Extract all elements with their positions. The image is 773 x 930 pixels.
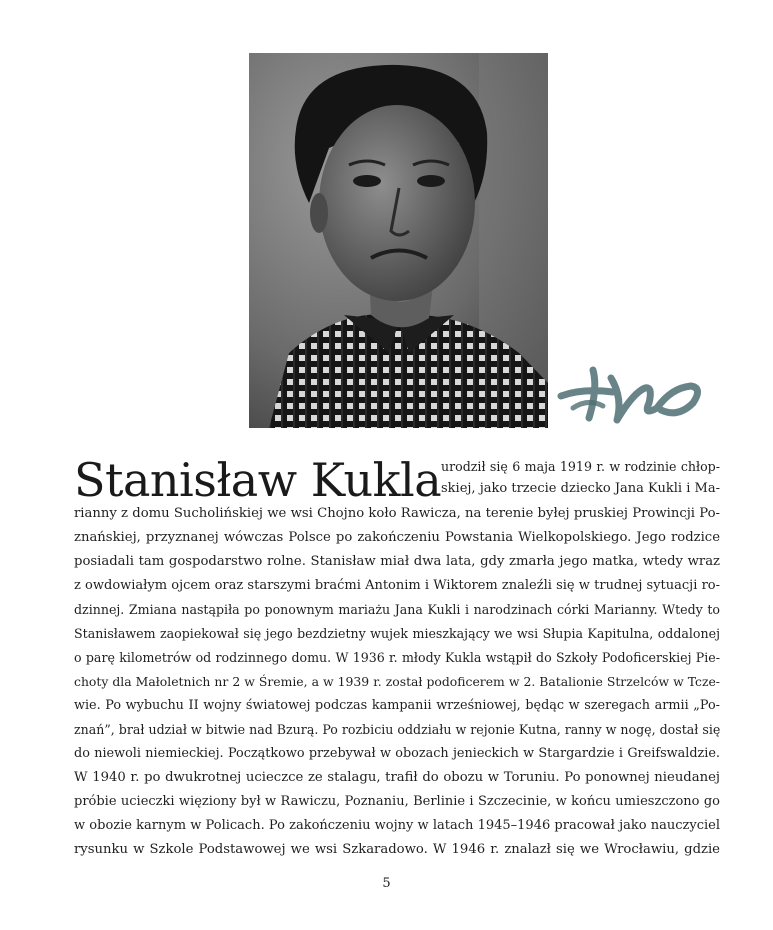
page-number: 5 [382, 876, 391, 891]
portrait-photo [249, 53, 548, 428]
body-line: próbie ucieczki więziony był w Rawiczu, Poznaniu, Berlinie i Szczecinie, w końcu umieszczono go [74, 794, 720, 809]
body-line: znań”, brał udział w bitwie nad Bzurą. Po rozbiciu oddziału w rejonie Kutna, ranny w nogę, dostał się [74, 722, 720, 737]
portrait-image [249, 53, 548, 428]
body-line: znańskiej, przyznanej wówczas Polsce po zakończeniu Powstania Wielkopolskiego. Jego rodzice [74, 530, 720, 545]
body-line: z owdowiałym ojcem oraz starszymi braćmi Antonim i Wiktorem znaleźli się w trudnej sytuacji ro- [74, 578, 720, 593]
body-line: urodził się 6 maja 1919 r. w rodzinie chłop- [441, 459, 720, 474]
body-line: do niewoli niemieckiej. Początkowo przebywał w obozach jenieckich w Stargardzie i Greifswaldzie. [74, 746, 720, 761]
body-line: choty dla Małoletnich nr 2 w Śremie, a w 1939 r. został podoficerem w 2. Batalionie Strzelców w Tcze- [74, 674, 720, 689]
signature [553, 358, 713, 428]
body-line: rianny z domu Sucholińskiej we wsi Chojno koło Rawicza, na terenie byłej pruskiej Prowincji Po- [74, 506, 720, 521]
body-line: wie. Po wybuchu II wojny światowej podczas kampanii wrześniowej, będąc w szeregach armii „Po- [74, 698, 720, 713]
body-line: posiadali tam gospodarstwo rolne. Stanisław miał dwa lata, gdy zmarła jego matka, wtedy wraz [74, 554, 720, 569]
body-line: o parę kilometrów od rodzinnego domu. W 1936 r. młody Kukla wstąpił do Szkoły Podoficerskiej Pie- [74, 650, 720, 665]
body-line: w obozie karnym w Policach. Po zakończeniu wojny w latach 1945–1946 pracował jako nauczyciel [74, 818, 720, 833]
body-line: Stanisławem zaopiekował się jego bezdzietny wujek mieszkający we wsi Słupia Kapitulna, oddalonej [74, 626, 720, 641]
body-line: W 1940 r. po dwukrotnej ucieczce ze stalagu, trafił do obozu w Toruniu. Po ponownej nieudanej [74, 770, 720, 785]
body-line: skiej, jako trzecie dziecko Jana Kukli i Ma- [441, 481, 720, 496]
body-line: dzinnej. Zmiana nastąpiła po ponownym mariażu Jana Kukli i narodzinach córki Marianny. Wtedy to [74, 602, 720, 617]
signature-image [553, 358, 713, 428]
article-title: Stanisław Kukla [74, 453, 442, 507]
body-line: rysunku w Szkole Podstawowej we wsi Szkaradowo. W 1946 r. znalazł się we Wrocławiu, gdzie [74, 842, 720, 857]
